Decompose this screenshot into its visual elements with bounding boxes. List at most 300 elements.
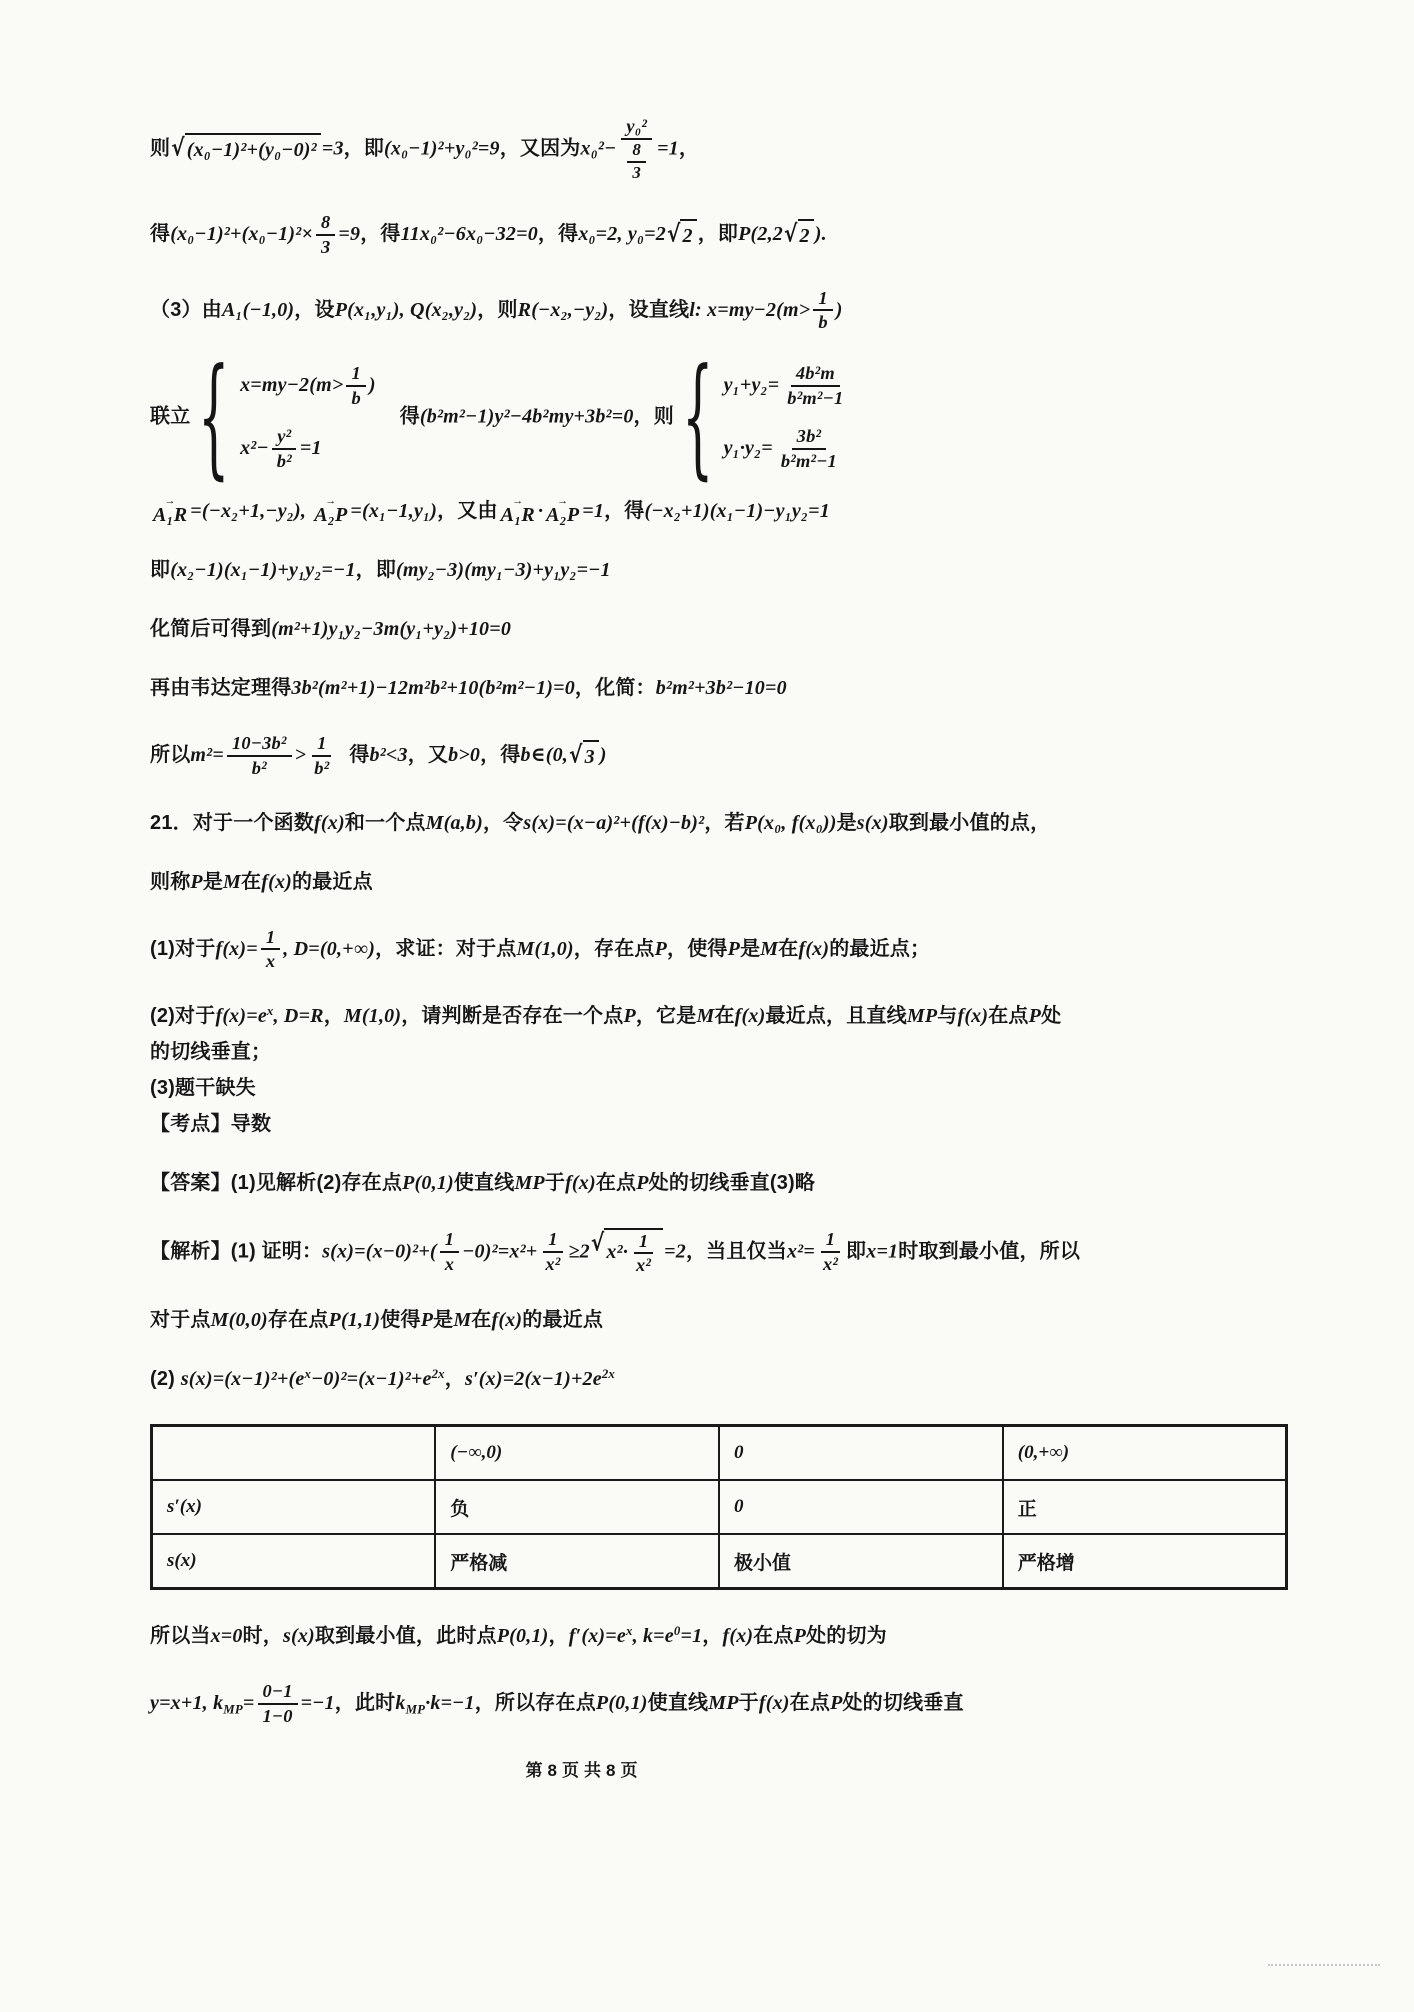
math-run: (−∞,0) xyxy=(450,1442,503,1464)
text-run: ，即 xyxy=(343,137,385,160)
math-run: =1 xyxy=(582,500,605,523)
text-run: 在 xyxy=(714,1004,735,1027)
text-run: 再由韦达定理得 xyxy=(150,677,292,700)
text-run: ，请判断是否存在一个点 xyxy=(401,1004,624,1027)
text-run: 取到最小值的点， xyxy=(888,811,1051,834)
text-run: 是 xyxy=(433,1309,454,1332)
math-run: f(x)= xyxy=(215,937,258,960)
superscript: x xyxy=(266,1003,274,1018)
math-run: , D=R xyxy=(273,1004,324,1027)
page-footer: 第8页共8页 xyxy=(525,1761,643,1781)
text-run: 联立 xyxy=(150,405,191,428)
text-run: 是 xyxy=(836,811,857,834)
math-run: 1−0 xyxy=(262,1705,293,1726)
math-run: b² xyxy=(314,757,330,778)
system-rows xyxy=(724,363,852,471)
table-cell xyxy=(1003,1426,1287,1481)
text-run: 的最近点； xyxy=(829,937,931,960)
text-run: ，又因为 xyxy=(499,137,581,160)
math-run: (my₂−3)(my₁−3)+y₁y₂=−1 xyxy=(396,559,611,582)
text-run: 21．对于一个函数 xyxy=(150,811,315,834)
table-cell xyxy=(719,1480,1003,1534)
text-run: 的切线垂直； xyxy=(150,1040,272,1063)
math-run: ) xyxy=(368,373,376,396)
math-run: x=my−2(m> xyxy=(240,373,344,396)
math-run: y₁+y₂= xyxy=(723,373,780,396)
text-run: 使直线 xyxy=(647,1692,709,1714)
text-run: ，得 xyxy=(480,744,521,767)
math-run: P xyxy=(636,1171,649,1194)
math-run: b²m²−1 xyxy=(780,450,837,471)
analysis-part1-conclusion xyxy=(150,1306,1288,1335)
math-run: =1 xyxy=(657,137,679,160)
text-run: 在 xyxy=(471,1309,492,1332)
math-run: P xyxy=(654,937,668,960)
denominator xyxy=(619,140,654,183)
superscript: 0 xyxy=(673,1624,681,1639)
table-cell xyxy=(435,1426,719,1481)
math-run: 1 xyxy=(818,287,828,308)
math-run: 1 xyxy=(638,1230,649,1251)
math-run: x²− xyxy=(240,437,269,460)
numerator xyxy=(813,288,832,312)
table-cell xyxy=(719,1426,1003,1481)
monotonicity-table xyxy=(150,1424,1288,1590)
text-run: ，即 xyxy=(697,223,739,246)
math-run: , D=(0,+∞) xyxy=(283,937,376,960)
text-run: ， xyxy=(702,1625,723,1648)
denominator xyxy=(272,450,297,472)
math-run: 0−1 xyxy=(262,1681,293,1702)
fraction xyxy=(261,927,280,972)
math-run: x²· xyxy=(606,1241,629,1264)
radicand xyxy=(604,1228,663,1276)
math-run: 3 xyxy=(584,745,595,768)
math-run: P xyxy=(190,870,203,893)
numerator xyxy=(634,1231,653,1255)
problem-21-statement-cont xyxy=(150,868,1288,897)
math-run: 3b² xyxy=(796,426,822,447)
math-run: b xyxy=(818,312,828,333)
math-run: 0 xyxy=(734,1442,744,1464)
math-run: (x₀−1)²+(y₀−0)² xyxy=(186,139,317,162)
numerator xyxy=(346,363,365,387)
denominator xyxy=(776,450,842,472)
math-run: P(x₁,y₁), Q(x₂,y₂) xyxy=(334,298,478,321)
math-run: f(x) xyxy=(261,870,292,893)
text-run: (2) xyxy=(150,1368,181,1391)
text-run: ，当且仅当 xyxy=(685,1240,787,1263)
fraction xyxy=(440,1229,459,1274)
radical-sign: √ xyxy=(171,133,185,162)
system-rows xyxy=(240,363,376,471)
math-run: 1 xyxy=(317,733,327,754)
subscript: MP xyxy=(405,1702,426,1717)
superscript: 2x xyxy=(601,1367,616,1382)
system-row xyxy=(240,426,376,471)
math-run: ) xyxy=(599,744,607,767)
math-run: 1 xyxy=(548,1229,558,1250)
text-run: ， xyxy=(548,1625,569,1648)
analysis-part2-slope-line xyxy=(150,1681,1288,1726)
text-run: 极小值 xyxy=(734,1552,792,1574)
math-run: b>0 xyxy=(448,744,481,767)
denominator xyxy=(540,1253,565,1275)
math-run: f(x) xyxy=(565,1171,596,1194)
text-run: ， xyxy=(444,1368,465,1391)
text-run: 【解析】(1) 证明： xyxy=(150,1240,323,1263)
math-run: (m²+1)y₁y₂−3m(y₁+y₂)+10=0 xyxy=(271,618,512,641)
table-cell xyxy=(152,1480,436,1534)
math-run: P xyxy=(623,1004,636,1027)
fraction xyxy=(619,116,654,182)
analysis-part2-minimum-line xyxy=(150,1622,1288,1651)
text-run: 在点 xyxy=(988,1004,1029,1027)
math-run: s(x)=(x−1)²+(e xyxy=(180,1368,305,1391)
math-run: b²m²+3b²−10=0 xyxy=(655,677,787,700)
text-run: ，令 xyxy=(482,811,524,834)
math-run: P(2,2 xyxy=(738,223,783,246)
text-run: 在 xyxy=(241,870,262,893)
numerator xyxy=(312,733,331,757)
radical-sign: √ xyxy=(569,739,583,769)
math-run: 11x₀²−6x₀−32=0 xyxy=(400,223,538,246)
math-run: 10−3b² xyxy=(231,733,287,754)
numerator xyxy=(627,141,646,163)
denominator xyxy=(813,311,832,333)
math-run: b² xyxy=(251,757,267,778)
math-run: (−x₂+1)(x₁−1)−y₁y₂=1 xyxy=(644,500,830,523)
text-run: 使得 xyxy=(380,1309,421,1332)
system-row xyxy=(724,426,852,471)
math-run: s(x) xyxy=(283,1625,315,1648)
math-run: P xyxy=(793,1625,807,1648)
text-run: ，此时 xyxy=(334,1692,396,1714)
text-run: 化简后可得到 xyxy=(150,618,272,641)
text-run: 正 xyxy=(1017,1498,1037,1520)
math-run: f(x) xyxy=(722,1625,754,1648)
text-run: ，即 xyxy=(355,559,397,582)
fraction xyxy=(540,1229,565,1274)
math-run: (b²m²−1)y²−4b²my+3b²=0 xyxy=(419,405,634,428)
text-run: 严格减 xyxy=(450,1552,508,1574)
text-run: ，若 xyxy=(704,811,745,834)
radical xyxy=(667,219,697,251)
text-run: 处的切为 xyxy=(806,1625,887,1648)
math-run: ≥2 xyxy=(568,1240,590,1263)
analysis-part1-line xyxy=(150,1228,1288,1276)
table-cell xyxy=(1003,1534,1287,1589)
denominator xyxy=(261,950,280,972)
math-run: s′(x) xyxy=(167,1496,202,1518)
vector-dot-product-line xyxy=(150,497,1288,526)
table-cell xyxy=(152,1426,436,1481)
math-run: s(x)=(x−a)²+(f(x)−b)² xyxy=(523,811,705,834)
math-run: y=x+1, k xyxy=(150,1692,224,1714)
denominator xyxy=(631,1254,656,1276)
numerator xyxy=(258,1681,298,1705)
exam-point-label xyxy=(150,1110,1288,1139)
denominator xyxy=(316,236,335,258)
numerator xyxy=(821,1229,840,1253)
scan-artifact-dots xyxy=(1268,1964,1380,1966)
fraction xyxy=(782,363,848,408)
radical xyxy=(591,1228,663,1276)
text-run: ，所以存在点 xyxy=(474,1692,596,1714)
text-run: ，又由 xyxy=(437,500,498,523)
text-run: 则称 xyxy=(150,870,191,893)
math-run: M xyxy=(760,937,779,960)
math-run: =(x₁−1,y₁) xyxy=(350,500,438,523)
text-run: ，得 xyxy=(604,500,645,523)
radical xyxy=(171,133,321,165)
text-run: 在 xyxy=(778,937,799,960)
math-run: =2 xyxy=(664,1240,686,1263)
radicand xyxy=(798,219,814,251)
math-run: x² xyxy=(636,1255,652,1276)
text-run: 在点 xyxy=(753,1625,794,1648)
vector xyxy=(546,495,580,527)
text-run: 所以 xyxy=(150,744,191,767)
numerator xyxy=(543,1229,562,1253)
text-run: 存在点 xyxy=(267,1309,329,1332)
table-cell xyxy=(1003,1480,1287,1534)
math-run: (0,+∞) xyxy=(1017,1442,1070,1464)
math-run: 2 xyxy=(682,225,693,248)
math-run: f(x) xyxy=(798,937,830,960)
text-run: 负 xyxy=(450,1498,470,1520)
math-run: =−1 xyxy=(300,1692,335,1714)
vector-body: A₁R xyxy=(500,504,535,527)
math-run: b²m²−1 xyxy=(787,387,844,408)
math-run: x₀=2, y₀=2 xyxy=(578,223,666,246)
text-run: 在点 xyxy=(595,1171,637,1194)
text-run: 处的切线垂直(3)略 xyxy=(648,1171,816,1194)
text-run: 是 xyxy=(740,937,761,960)
radicand xyxy=(680,219,696,251)
text-run: 对于点 xyxy=(150,1309,211,1332)
math-run: M(a,b) xyxy=(425,811,483,834)
fraction xyxy=(272,426,297,471)
text-run: ，存在点 xyxy=(573,937,655,960)
fraction xyxy=(258,1681,298,1726)
math-run: M(1,0) xyxy=(516,937,574,960)
table-row xyxy=(152,1534,1287,1589)
math-run: (x₂−1)(x₁−1)+y₁y₂=−1 xyxy=(170,559,356,582)
math-run: 1 xyxy=(825,1229,836,1250)
text-run: 处的切线垂直 xyxy=(842,1692,964,1714)
math-run: P xyxy=(420,1309,434,1332)
math-run: M xyxy=(223,870,242,893)
table-cell xyxy=(435,1534,719,1589)
math-run: s′(x)=2(x−1)+2e xyxy=(464,1368,602,1391)
denominator xyxy=(782,387,848,409)
text-run: 严格增 xyxy=(1017,1552,1075,1574)
math-run: (x₀−1)²+y₀²=9 xyxy=(384,137,500,160)
vector xyxy=(153,495,188,527)
math-run: R(−x₂,−y₂) xyxy=(517,298,609,321)
fraction xyxy=(631,1231,656,1276)
text-run: 是 xyxy=(202,870,224,893)
text-run: (1)对于 xyxy=(150,937,216,960)
denominator xyxy=(818,1253,843,1275)
vector-arrow-icon: → xyxy=(325,495,337,508)
denominator xyxy=(258,1705,298,1727)
text-run: ，则 xyxy=(633,405,674,428)
radicand xyxy=(185,133,321,165)
math-run: (x₀−1)²+(x₀−1)²× xyxy=(170,223,314,246)
text-run: 与 xyxy=(937,1004,958,1027)
math-run: =1 xyxy=(680,1625,703,1648)
table-cell xyxy=(435,1480,719,1534)
text-run: ，得 xyxy=(537,223,579,246)
text-run: 最近点，且直线 xyxy=(765,1004,907,1027)
text-run: ，则 xyxy=(477,298,518,321)
superscript: 2x xyxy=(431,1367,445,1382)
math-run: A₁(−1,0) xyxy=(221,298,295,321)
math-run: MP xyxy=(906,1004,938,1027)
math-run: 3b²(m²+1)−12m²b²+10(b²m²−1)=0 xyxy=(291,677,575,700)
math-run: y₁·y₂= xyxy=(723,437,773,460)
math-run: MP xyxy=(514,1171,545,1194)
math-run: , k=e xyxy=(632,1625,674,1648)
text-run: 在点 xyxy=(789,1692,831,1714)
equation-system xyxy=(678,339,851,493)
math-run: f(x) xyxy=(734,1004,766,1027)
math-run: x₀²− xyxy=(580,137,617,160)
math-run: 3 xyxy=(321,237,331,258)
math-run: P(x₀, f(x₀)) xyxy=(744,811,837,834)
math-run: ) xyxy=(835,298,843,321)
text-run: 于 xyxy=(544,1171,566,1194)
text-run: 得 xyxy=(399,405,420,428)
radical-sign: √ xyxy=(590,1227,605,1257)
math-run: 3 xyxy=(632,162,642,182)
denominator xyxy=(309,757,334,779)
math-run: =9 xyxy=(338,223,361,246)
math-run: x=0 xyxy=(210,1625,243,1648)
text-run: 得 xyxy=(150,223,171,246)
text-run: ，求证：对于点 xyxy=(375,937,517,960)
vector-body: A₂P xyxy=(546,504,580,527)
text-run: ，得 xyxy=(360,223,401,246)
superscript: x xyxy=(625,1624,633,1639)
math-run: = xyxy=(242,1692,255,1714)
fraction xyxy=(346,363,365,408)
part2-question-cont xyxy=(150,1038,1288,1067)
text-run: ， xyxy=(678,137,700,160)
math-run: > xyxy=(294,744,307,767)
m-squared-range-line xyxy=(150,733,1288,778)
vector-body: A₁R xyxy=(153,504,188,527)
denominator xyxy=(247,757,272,779)
fraction xyxy=(776,426,842,471)
text-run: 处 xyxy=(1041,1004,1062,1027)
text-run: ， xyxy=(323,1004,344,1027)
part3-missing-note xyxy=(150,1074,1288,1103)
numerator xyxy=(227,733,292,757)
table-row xyxy=(152,1480,1287,1534)
math-run: b xyxy=(351,387,361,408)
system-row xyxy=(724,363,852,408)
math-run: y₀² xyxy=(626,116,648,136)
math-run: m²= xyxy=(190,744,224,767)
answer-line xyxy=(150,1169,1288,1198)
text-run: 即 xyxy=(846,1240,867,1263)
numerator xyxy=(621,116,652,140)
math-run: b∈(0, xyxy=(520,744,569,767)
text-run: ，设 xyxy=(294,298,335,321)
numerator xyxy=(316,212,335,236)
denominator xyxy=(627,163,646,183)
numerator xyxy=(261,927,280,951)
denominator xyxy=(440,1253,459,1275)
math-run: l: x=my−2(m> xyxy=(689,298,811,321)
text-run: (3)题干缺失 xyxy=(150,1076,256,1099)
math-run: 8 xyxy=(321,212,331,233)
math-run: x² xyxy=(822,1253,839,1274)
text-run: ，它是 xyxy=(635,1004,697,1027)
math-run: 1 xyxy=(444,1229,455,1250)
math-run: f(x) xyxy=(314,811,345,834)
part2-question xyxy=(150,1002,1288,1031)
math-run: =1 xyxy=(299,437,322,460)
part1-question xyxy=(150,927,1288,972)
math-run: f(x) xyxy=(957,1004,989,1027)
text-run: 【答案】(1)见解析(2)存在点 xyxy=(150,1171,403,1194)
math-run: s(x) xyxy=(167,1550,197,1572)
text-run: 的最近点 xyxy=(522,1309,604,1332)
text-run: ，使得 xyxy=(667,937,728,960)
system-brace: { xyxy=(198,339,231,493)
system-brace: { xyxy=(681,339,714,493)
math-run: P(0,1) xyxy=(496,1625,549,1648)
text-run: 时， xyxy=(242,1625,284,1648)
math-run: 4b²m xyxy=(795,362,835,383)
math-run: P xyxy=(830,1692,843,1714)
numerator xyxy=(272,426,296,450)
math-run: P(1,1) xyxy=(328,1309,381,1332)
text-run: 于 xyxy=(738,1692,759,1714)
text-run: 则 xyxy=(150,137,171,160)
text-run: ，化简： xyxy=(574,677,656,700)
math-run: · xyxy=(537,500,544,523)
equation-system xyxy=(194,339,376,493)
text-run: （3）由 xyxy=(150,298,222,321)
math-run: x=1 xyxy=(866,1240,899,1263)
math-run: 2 xyxy=(799,225,810,248)
fraction xyxy=(227,733,292,778)
radical-sign: √ xyxy=(783,219,798,248)
math-run: =3 xyxy=(321,137,344,160)
fraction xyxy=(813,288,832,333)
table-cell xyxy=(719,1534,1003,1589)
text-run: ，又 xyxy=(407,744,449,767)
math-run: −0)²=(x−1)²+e xyxy=(311,1368,432,1391)
superscript: x xyxy=(304,1367,312,1382)
math-run: M xyxy=(453,1309,472,1332)
numerator xyxy=(791,363,840,387)
math-run: 8 xyxy=(632,139,642,159)
text-run: (2)对于 xyxy=(150,1004,216,1027)
vector-arrow-icon: → xyxy=(557,495,569,508)
vector-arrow-icon: → xyxy=(512,495,524,508)
math-run: b²<3 xyxy=(369,744,408,767)
math-run: b² xyxy=(276,450,292,471)
fraction xyxy=(818,1229,843,1274)
vector xyxy=(314,495,348,527)
radical xyxy=(569,740,599,772)
